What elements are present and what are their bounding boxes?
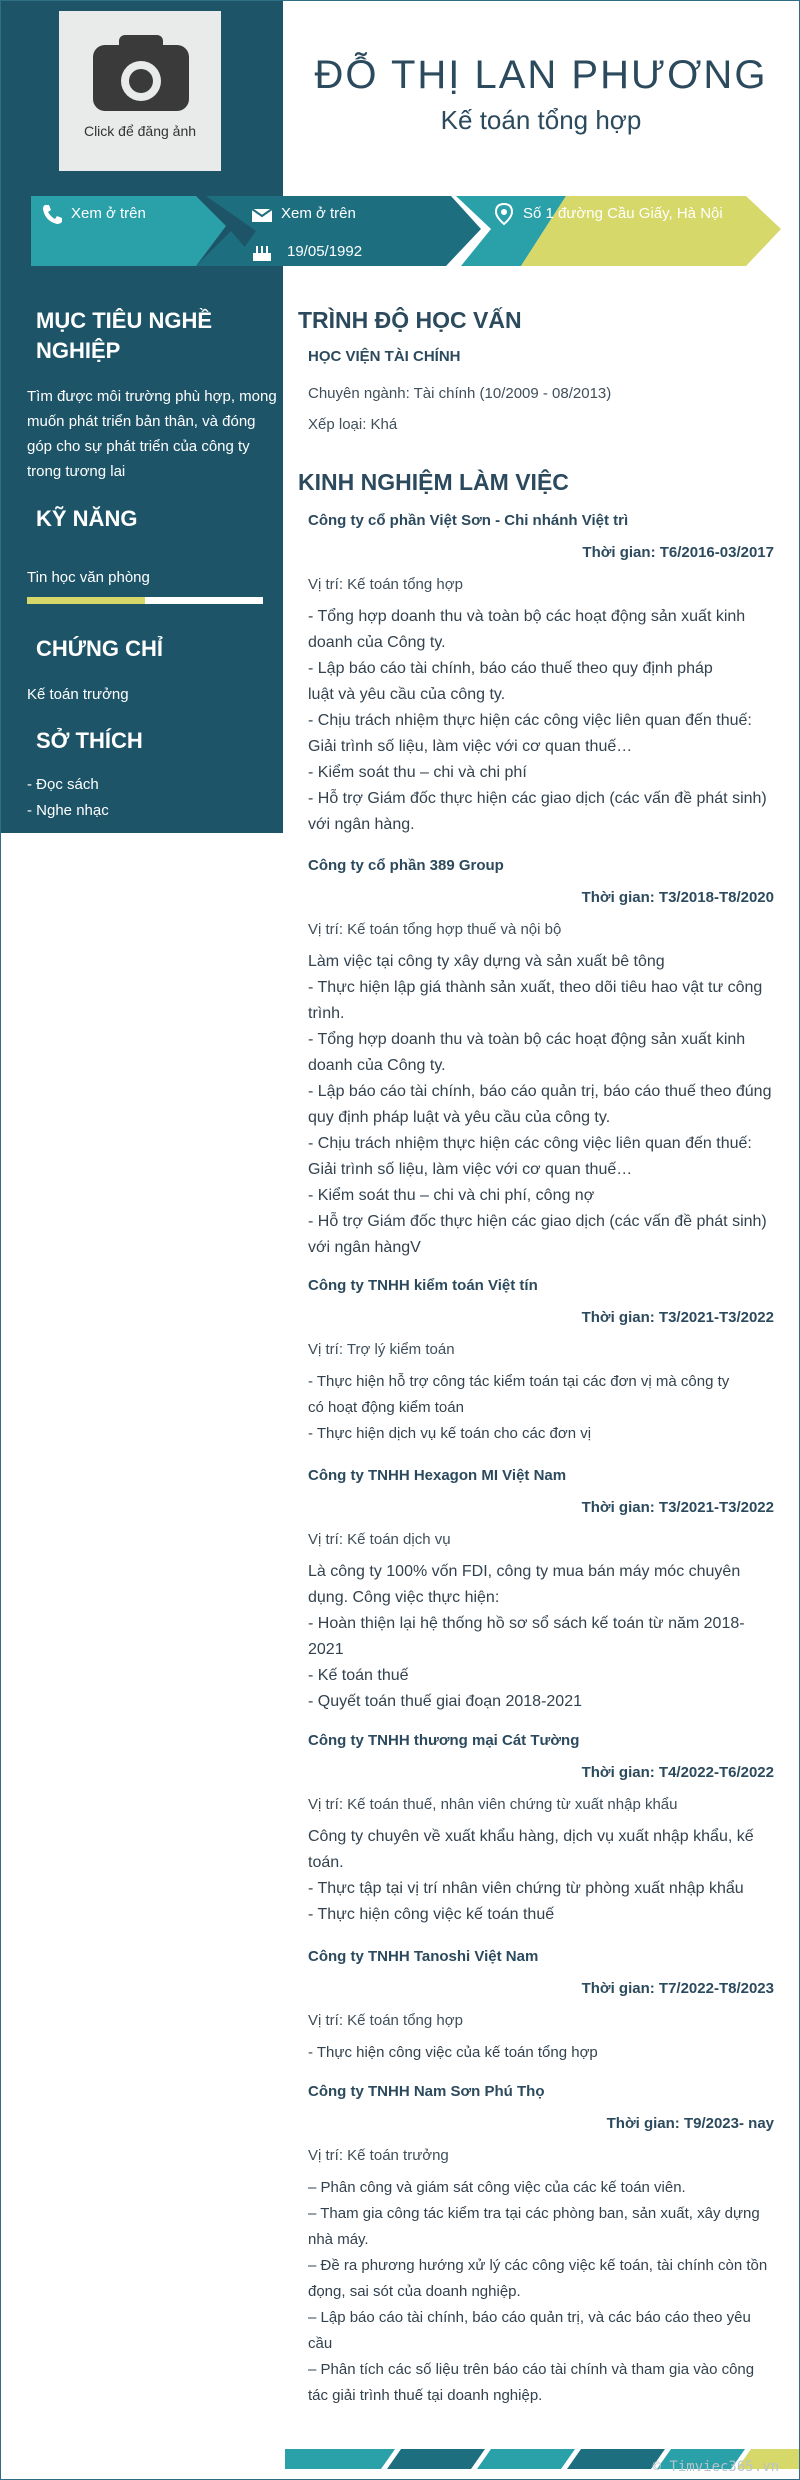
job-period: Thời gian: T6/2016-03/2017: [582, 544, 774, 561]
birthday-cake-icon: [251, 241, 273, 263]
job-description: [308, 2040, 774, 2066]
hobby-title: SỞ THÍCH: [36, 728, 143, 753]
job-description-line: – Tham gia công tác kiểm tra tại các phòng ban, sản xuất, xây dựng: [308, 2205, 760, 2222]
objective-title-line1: MỤC TIÊU NGHỀ: [36, 308, 212, 333]
job-description-line: – Phân công và giám sát công việc của các kế toán viên.: [308, 2179, 686, 2196]
candidate-role: Kế toán tổng hợp: [440, 105, 642, 135]
job-description-line: - Chịu trách nhiệm thực hiện các công việc liên quan đến thuế:: [308, 1135, 752, 1152]
job-description: [308, 949, 774, 1261]
address-value: Số 1 đường Cầu Giấy, Hà Nội: [523, 205, 723, 222]
experience-item: [308, 2079, 774, 2409]
objective-title-line2: NGHIỆP: [36, 338, 121, 363]
phone-icon: [41, 203, 63, 225]
job-description-line: - Tổng hợp doanh thu và toàn bộ các hoạt động sản xuất kinh: [308, 1031, 746, 1048]
company-name: Công ty TNHH Nam Sơn Phú Thọ: [308, 2083, 545, 2100]
job-description-line: - Kiểm soát thu – chi và chi phí: [308, 764, 527, 781]
job-description-line: - Thực hiện lập giá thành sản xuất, theo dõi tiêu hao vật tư công: [308, 979, 763, 996]
skill-name: Tin học văn phòng: [27, 569, 150, 586]
company-name: Công ty TNHH Tanoshi Việt Nam: [308, 1948, 539, 1965]
company-name: Công ty cổ phần 389 Group: [308, 857, 504, 874]
job-description-line: - Thực hiện công việc kế toán thuế: [308, 1906, 555, 1923]
certificate-title: CHỨNG CHỈ: [36, 636, 164, 661]
job-description: [308, 1559, 774, 1715]
phone-value: Xem ở trên: [71, 205, 146, 222]
job-description-line: Làm việc tại công ty xây dựng và sản xuất bê tông: [308, 953, 665, 970]
job-position: Vị trí: Kế toán trưởng: [308, 2147, 449, 2164]
job-description: [308, 2175, 774, 2409]
candidate-name: ĐỖ THỊ LAN PHƯƠNG: [314, 53, 768, 97]
job-description-line: Công ty chuyên về xuất khẩu hàng, dịch vụ xuất nhập khẩu, kế: [308, 1828, 754, 1845]
job-position: Vị trí: Trợ lý kiểm toán: [308, 1341, 455, 1358]
job-description-line: – Phân tích các số liệu trên báo cáo tài chính và tham gia vào công: [308, 2361, 755, 2378]
job-position: Vị trí: Kế toán tổng hợp thuế và nội bộ: [308, 921, 562, 938]
education-school: HỌC VIỆN TÀI CHÍNH: [308, 348, 461, 365]
job-description-line: - Hỗ trợ Giám đốc thực hiện các giao dịch (các vấn đề phát sinh): [308, 1213, 767, 1230]
experience-item: [308, 508, 774, 838]
job-description-line: với ngân hàng.: [308, 816, 415, 833]
job-period: Thời gian: T3/2021-T3/2022: [581, 1499, 774, 1516]
job-description-line: có hoạt động kiểm toán: [308, 1399, 464, 1416]
job-position: Vị trí: Kế toán dịch vụ: [308, 1531, 451, 1548]
job-description-line: tác giải trình thuế tại doanh nghiệp.: [308, 2387, 543, 2404]
certificate-text: Kế toán trưởng: [27, 686, 129, 703]
job-period: Thời gian: T3/2018-T8/2020: [581, 889, 774, 906]
job-description-line: - Quyết toán thuế giai đoạn 2018-2021: [308, 1693, 582, 1710]
job-description-line: Giải trình số liệu, làm việc với cơ quan thuế…: [308, 1161, 633, 1178]
job-description-line: quy định pháp luật và yêu cầu của công ty.: [308, 1109, 611, 1126]
job-description-line: với ngân hàngV: [308, 1239, 421, 1256]
job-description-line: - Kiểm soát thu – chi và chi phí, công nợ: [308, 1187, 595, 1204]
skill-level-bar: [27, 597, 263, 604]
job-description-line: – Lập báo cáo tài chính, báo cáo quản trị, và các báo cáo theo yêu: [308, 2309, 751, 2326]
job-description: [308, 1824, 774, 1928]
photo-upload-label: Click để đăng ảnh: [83, 123, 197, 139]
job-position: Vị trí: Kế toán tổng hợp: [308, 2012, 463, 2029]
photo-upload[interactable]: [59, 11, 221, 171]
job-period: Thời gian: T4/2022-T6/2022: [581, 1764, 774, 1781]
education-grade: Xếp loại: Khá: [308, 416, 398, 433]
company-name: Công ty TNHH Hexagon MI Việt Nam: [308, 1467, 567, 1484]
skill-level-fill: [27, 597, 145, 604]
job-description-line: - Lập báo cáo tài chính, báo cáo quản trị, báo cáo thuế theo đúng: [308, 1083, 772, 1100]
job-description-line: Là công ty 100% vốn FDI, công ty mua bán máy móc chuyên: [308, 1563, 741, 1580]
contact-band: [1, 191, 800, 271]
experience-item: [308, 1273, 774, 1447]
job-description-line: doanh của Công ty.: [308, 634, 446, 651]
job-description-line: Giải trình số liệu, làm việc với cơ quan thuế…: [308, 738, 633, 755]
experience-item: [308, 1944, 774, 2066]
hobby-item: - Nghe nhạc: [27, 802, 109, 819]
job-description-line: - Lập báo cáo tài chính, báo cáo thuế theo quy định pháp: [308, 660, 713, 677]
camera-lens-inner: [129, 69, 153, 93]
job-description-line: nhà máy.: [308, 2231, 369, 2248]
job-description-line: - Thực hiện hỗ trợ công tác kiểm toán tại các đơn vị mà công ty: [308, 1373, 730, 1390]
job-description-line: - Hỗ trợ Giám đốc thực hiện các giao dịch (các vấn đề phát sinh): [308, 790, 767, 807]
company-name: Công ty TNHH thương mại Cát Tường: [308, 1732, 580, 1749]
job-description-line: - Tổng hợp doanh thu và toàn bộ các hoạt động sản xuất kinh: [308, 608, 746, 625]
experience-item: [308, 853, 774, 1261]
experience-item: [308, 1463, 774, 1715]
job-description-line: đọng, sai sót của doanh nghiệp.: [308, 2283, 521, 2300]
contact-band-shapes: [1, 191, 800, 271]
email-value: Xem ở trên: [281, 205, 356, 222]
job-description-line: doanh của Công ty.: [308, 1057, 446, 1074]
job-description-line: - Thực tập tại vị trí nhân viên chứng từ phòng xuất nhập khẩu: [308, 1880, 744, 1897]
job-period: Thời gian: T7/2022-T8/2023: [581, 1980, 774, 1997]
job-description-line: - Hoàn thiện lại hệ thống hồ sơ sổ sách kế toán từ năm 2018-: [308, 1615, 745, 1632]
email-icon: [251, 203, 273, 225]
education-major: Chuyên ngành: Tài chính (10/2009 - 08/2013): [308, 385, 612, 402]
job-description-line: luật và yêu cầu của công ty.: [308, 686, 506, 703]
job-period: Thời gian: T9/2023- nay: [606, 2115, 774, 2132]
job-description-line: - Thực hiện dịch vụ kế toán cho các đơn vị: [308, 1425, 592, 1442]
job-description-line: trình.: [308, 1005, 345, 1022]
job-description-line: – Đề ra phương hướng xử lý các công việc kế toán, tài chính còn tồn: [308, 2257, 768, 2274]
hobby-item: - Đọc sách: [27, 776, 99, 793]
location-pin-icon: [493, 203, 515, 225]
job-description-line: - Kế toán thuế: [308, 1667, 409, 1684]
job-description: [308, 604, 774, 838]
job-description-line: 2021: [308, 1641, 344, 1658]
birthday-value: 19/05/1992: [287, 243, 363, 260]
objective-text: Tìm được môi trường phù hợp, mong muốn phát triển bản thân, và đóng góp cho sự phát triển của công ty trong tương lai: [27, 388, 277, 480]
job-position: Vị trí: Kế toán tổng hợp: [308, 576, 463, 593]
education-title: TRÌNH ĐỘ HỌC VẤN: [298, 307, 522, 333]
job-description-line: cầu: [308, 2335, 333, 2352]
skills-title: KỸ NĂNG: [36, 506, 138, 531]
experience-title: KINH NGHIỆM LÀM VIỆC: [298, 469, 569, 495]
company-name: Công ty cổ phần Việt Sơn - Chi nhánh Việt trì: [308, 512, 629, 529]
job-description-line: toán.: [308, 1854, 344, 1871]
job-position: Vị trí: Kế toán thuế, nhân viên chứng từ xuất nhập khẩu: [308, 1796, 678, 1813]
watermark: © Timviec365.vn: [652, 2459, 779, 2475]
job-description: [308, 1369, 774, 1447]
job-description-line: - Chịu trách nhiệm thực hiện các công việc liên quan đến thuế:: [308, 712, 752, 729]
job-period: Thời gian: T3/2021-T3/2022: [581, 1309, 774, 1326]
experience-item: [308, 1728, 774, 1928]
job-description-line: dụng. Công việc thực hiện:: [308, 1589, 500, 1606]
job-description-line: - Thực hiện công việc của kế toán tổng hợp: [308, 2044, 598, 2061]
objective-title: [36, 306, 212, 366]
company-name: Công ty TNHH kiểm toán Việt tín: [308, 1277, 538, 1294]
